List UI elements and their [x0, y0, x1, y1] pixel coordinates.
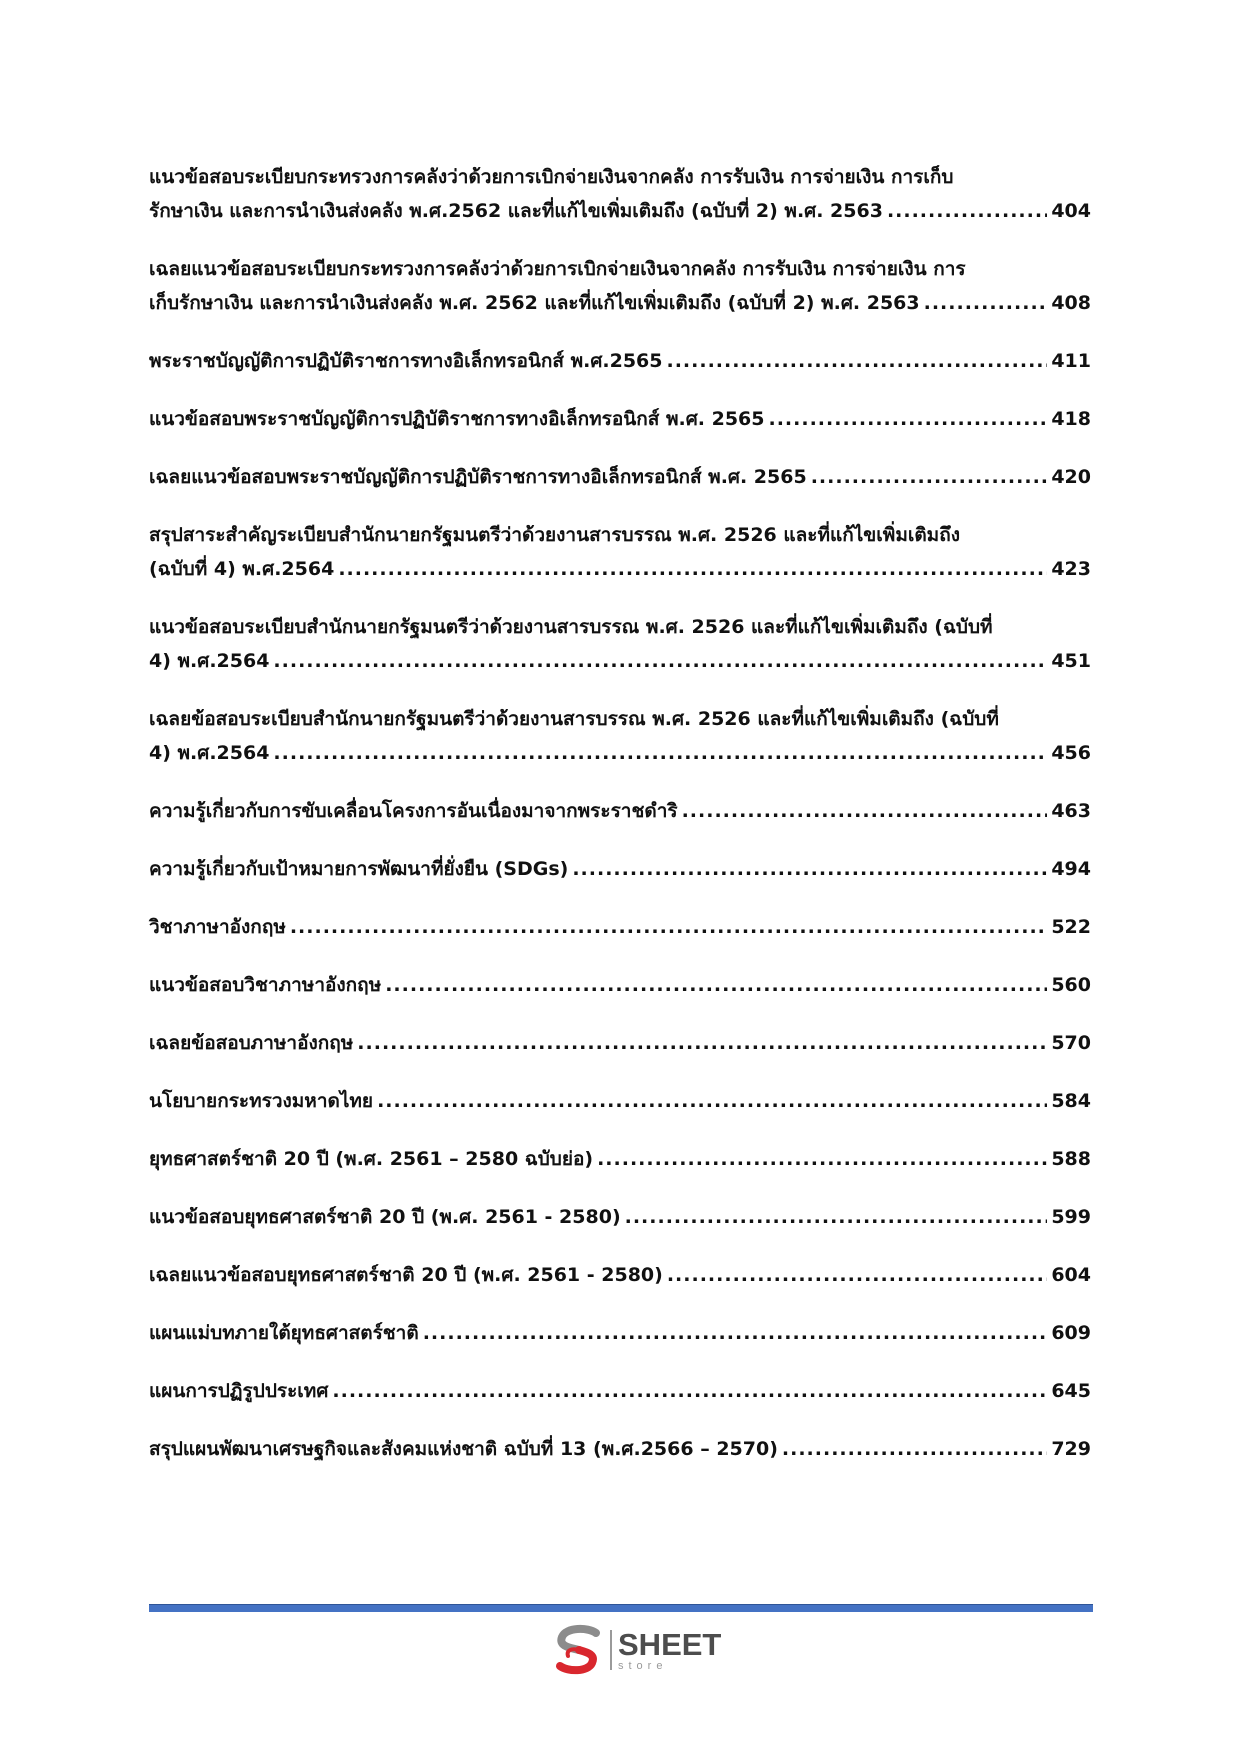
table-of-contents	[149, 160, 1091, 1490]
toc-entry[interactable]	[149, 1316, 1091, 1350]
toc-entry[interactable]	[149, 1258, 1091, 1292]
dot-leader	[597, 1142, 1047, 1176]
dot-leader	[667, 344, 1048, 378]
dot-leader	[768, 402, 1047, 436]
toc-page-number: 456	[1051, 742, 1091, 764]
dot-leader	[667, 1258, 1047, 1292]
toc-page-number: 420	[1051, 466, 1091, 488]
toc-page-number: 729	[1051, 1438, 1091, 1460]
toc-entry[interactable]	[149, 1432, 1091, 1466]
toc-entry[interactable]	[149, 794, 1091, 828]
sheet-store-logo	[552, 1622, 722, 1678]
dot-leader	[385, 968, 1047, 1002]
toc-page-number: 494	[1051, 858, 1091, 880]
toc-page-number: 588	[1051, 1148, 1091, 1170]
toc-entry-title: สรุปแผนพัฒนาเศรษฐกิจและสังคมแห่งชาติ ฉบับที่ 13 (พ.ศ.2566 – 2570)	[149, 1438, 778, 1460]
dot-leader	[682, 794, 1048, 828]
toc-entry-title-line: เฉลยแนวข้อสอบระเบียบกระทรวงการคลังว่าด้วยการเบิกจ่ายเงินจากคลัง การรับเงิน การจ่ายเงิน การ	[149, 258, 966, 280]
toc-page-number: 522	[1051, 916, 1091, 938]
dot-leader	[782, 1432, 1047, 1466]
sheet-store-s-icon	[552, 1624, 604, 1676]
toc-entry-title: แนวข้อสอบวิชาภาษาอังกฤษ	[149, 974, 382, 996]
dot-leader	[338, 552, 1047, 586]
toc-entry-title: เฉลยแนวข้อสอบยุทธศาสตร์ชาติ 20 ปี (พ.ศ. 2561 - 2580)	[149, 1264, 663, 1286]
toc-entry[interactable]	[149, 852, 1091, 886]
footer-rule	[149, 1604, 1093, 1612]
toc-page-number: 584	[1051, 1090, 1091, 1112]
dot-leader	[423, 1316, 1048, 1350]
toc-entry-title: 4) พ.ศ.2564	[149, 650, 270, 672]
toc-entry-title: พระราชบัญญัติการปฏิบัติราชการทางอิเล็กทรอนิกส์ พ.ศ.2565	[149, 350, 663, 372]
toc-entry-title: (ฉบับที่ 4) พ.ศ.2564	[149, 558, 335, 580]
dot-leader	[273, 644, 1047, 678]
toc-entry[interactable]	[149, 968, 1091, 1002]
toc-entry-title: วิชาภาษาอังกฤษ	[149, 916, 286, 938]
toc-page-number: 418	[1051, 408, 1091, 430]
dot-leader	[357, 1026, 1047, 1060]
toc-entry-title: แผนแม่บทภายใต้ยุทธศาสตร์ชาติ	[149, 1322, 419, 1344]
dot-leader	[625, 1200, 1048, 1234]
dot-leader	[887, 194, 1047, 228]
toc-entry-title: ความรู้เกี่ยวกับเป้าหมายการพัฒนาที่ยั่งยืน (SDGs)	[149, 858, 569, 880]
dot-leader	[273, 736, 1047, 770]
toc-entry[interactable]	[149, 1374, 1091, 1408]
dot-leader	[811, 460, 1048, 494]
toc-page-number: 411	[1051, 350, 1091, 372]
logo-brand-text: SHEET	[618, 1626, 722, 1662]
toc-entry-title: ยุทธศาสตร์ชาติ 20 ปี (พ.ศ. 2561 – 2580 ฉบับย่อ)	[149, 1148, 594, 1170]
toc-entry-title-line: แนวข้อสอบระเบียบกระทรวงการคลังว่าด้วยการเบิกจ่ายเงินจากคลัง การรับเงิน การจ่ายเงิน การเก็บ	[149, 166, 954, 188]
dot-leader	[572, 852, 1047, 886]
toc-entry[interactable]	[149, 344, 1091, 378]
toc-page-number: 609	[1051, 1322, 1091, 1344]
dot-leader	[332, 1374, 1047, 1408]
toc-entry[interactable]	[149, 460, 1091, 494]
logo-separator	[610, 1630, 612, 1670]
toc-entry[interactable]	[149, 160, 1091, 228]
toc-entry-title: ความรู้เกี่ยวกับการขับเคลื่อนโครงการอันเนื่องมาจากพระราชดำริ	[149, 800, 678, 822]
toc-entry-title: นโยบายกระทรวงมหาดไทย	[149, 1090, 374, 1112]
toc-page-number: 408	[1051, 292, 1091, 314]
toc-page-number: 404	[1051, 200, 1091, 222]
dot-leader	[377, 1084, 1047, 1118]
toc-entry[interactable]	[149, 252, 1091, 320]
toc-entry[interactable]	[149, 910, 1091, 944]
dot-leader	[290, 910, 1047, 944]
toc-page-number: 560	[1051, 974, 1091, 996]
toc-entry-title-line: สรุปสาระสำคัญระเบียบสำนักนายกรัฐมนตรีว่าด้วยงานสารบรรณ พ.ศ. 2526 และที่แก้ไขเพิ่มเติมถึง	[149, 524, 960, 546]
toc-entry-title: 4) พ.ศ.2564	[149, 742, 270, 764]
toc-page-number: 604	[1051, 1264, 1091, 1286]
toc-entry-title: แนวข้อสอบยุทธศาสตร์ชาติ 20 ปี (พ.ศ. 2561 - 2580)	[149, 1206, 621, 1228]
toc-page-number: 645	[1051, 1380, 1091, 1402]
toc-entry-title: แผนการปฏิรูปประเทศ	[149, 1380, 329, 1402]
toc-entry-title-line: แนวข้อสอบระเบียบสำนักนายกรัฐมนตรีว่าด้วยงานสารบรรณ พ.ศ. 2526 และที่แก้ไขเพิ่มเติมถึง (ฉบับที่	[149, 616, 993, 638]
toc-entry[interactable]	[149, 1200, 1091, 1234]
logo-sub-text: store	[618, 1659, 668, 1672]
toc-page-number: 570	[1051, 1032, 1091, 1054]
toc-entry[interactable]	[149, 1142, 1091, 1176]
toc-entry[interactable]	[149, 1084, 1091, 1118]
toc-entry-title-line: เฉลยข้อสอบระเบียบสำนักนายกรัฐมนตรีว่าด้วยงานสารบรรณ พ.ศ. 2526 และที่แก้ไขเพิ่มเติมถึง (ฉบับที่	[149, 708, 999, 730]
toc-entry-title: เฉลยแนวข้อสอบพระราชบัญญัติการปฏิบัติราชการทางอิเล็กทรอนิกส์ พ.ศ. 2565	[149, 466, 807, 488]
toc-entry[interactable]	[149, 1026, 1091, 1060]
toc-entry-title: เก็บรักษาเงิน และการนำเงินส่งคลัง พ.ศ. 2562 และที่แก้ไขเพิ่มเติมถึง (ฉบับที่ 2) พ.ศ. 2563	[149, 292, 920, 314]
toc-entry-title: รักษาเงิน และการนำเงินส่งคลัง พ.ศ.2562 และที่แก้ไขเพิ่มเติมถึง (ฉบับที่ 2) พ.ศ. 2563	[149, 200, 883, 222]
toc-entry[interactable]	[149, 402, 1091, 436]
toc-entry-title: เฉลยข้อสอบภาษาอังกฤษ	[149, 1032, 354, 1054]
toc-page-number: 463	[1051, 800, 1091, 822]
toc-entry[interactable]	[149, 518, 1091, 586]
toc-entry-title: แนวข้อสอบพระราชบัญญัติการปฏิบัติราชการทางอิเล็กทรอนิกส์ พ.ศ. 2565	[149, 408, 765, 430]
toc-page-number: 423	[1051, 558, 1091, 580]
toc-entry[interactable]	[149, 610, 1091, 678]
toc-entry[interactable]	[149, 702, 1091, 770]
dot-leader	[924, 286, 1048, 320]
toc-page-number: 451	[1051, 650, 1091, 672]
toc-page-number: 599	[1051, 1206, 1091, 1228]
